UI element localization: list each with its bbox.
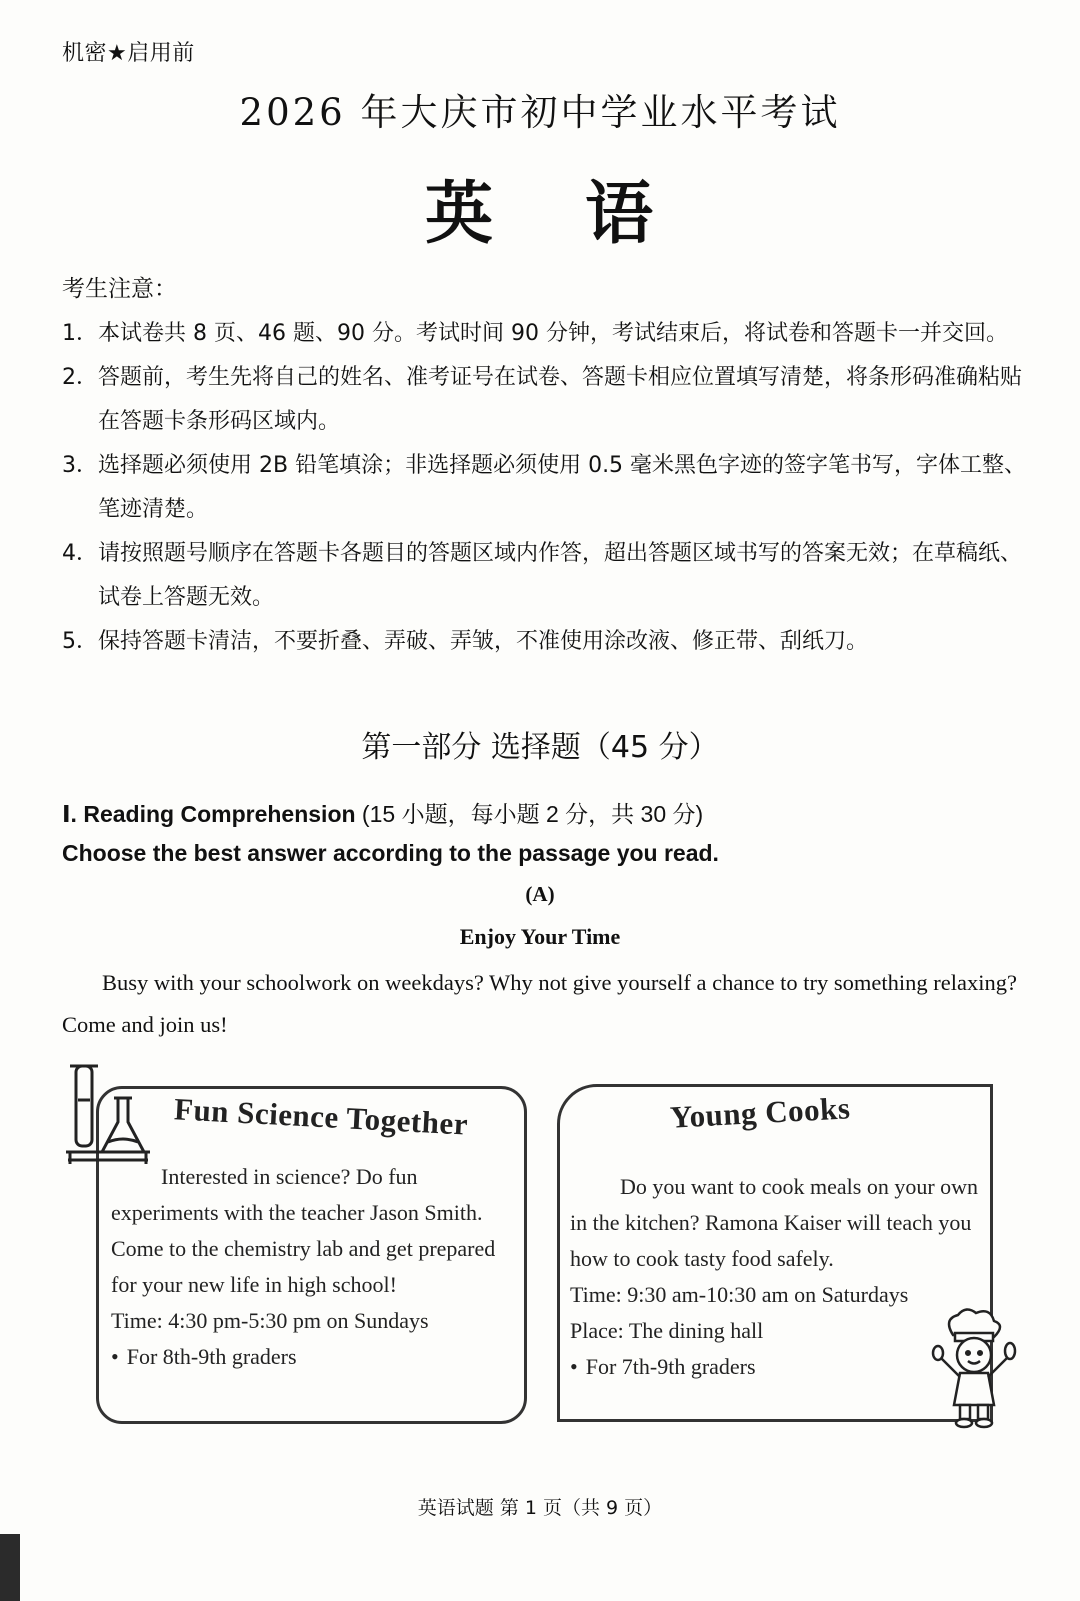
notice-item: 2． 答题前，考生先将自己的姓名、准考证号在试卷、答题卡相应位置填写清楚，将条形码准确粘贴在答题卡条形码区域内。	[62, 365, 1023, 434]
cooking-club-audience: • For 7th-9th graders	[570, 1349, 980, 1385]
section-heading	[62, 796, 703, 829]
notice-heading: 考生注意：	[62, 276, 177, 302]
science-club-time: Time: 4:30 pm-5:30 pm on Sundays	[111, 1308, 429, 1333]
cooking-club-description: Do you want to cook meals on your own in the kitchen? Ramona Kaiser will teach you how to cook tasty food safely.	[570, 1174, 979, 1271]
page-corner-shadow	[0, 1534, 20, 1601]
notice-item: 1． 本试卷共 8 页、46 题、90 分。考试时间 90 分钟，考试结束后，将试卷和答题卡一并交回。	[62, 321, 1008, 346]
passage-label: (A)	[525, 882, 555, 906]
confidential-mark: 机密★启用前	[62, 41, 195, 66]
science-club-box	[96, 1086, 527, 1424]
passage-intro: Busy with your schoolwork on weekdays? Why not give yourself a chance to try something relaxing? Come and join us!	[62, 970, 1017, 1037]
notice-text: 答题前，考生先将自己的姓名、准考证号在试卷、答题卡相应位置填写清楚，将条形码准确粘贴在答题卡条形码区域内。	[98, 365, 1023, 434]
cooking-club-time: Time: 9:30 am-10:30 am on Saturdays	[570, 1282, 909, 1307]
subject-title	[0, 160, 1080, 257]
notice-text: 选择题必须使用 2B 铅笔填涂；非选择题必须使用 0.5 毫米黑色字迹的签字笔书写，字体工整、笔迹清楚。	[98, 453, 1027, 522]
notice-item: 5． 保持答题卡清洁，不要折叠、弄破、弄皱，不准使用涂改液、修正带、刮纸刀。	[62, 629, 869, 654]
part-title: 第一部分 选择题（45 分）	[361, 730, 719, 765]
science-club-body	[111, 1159, 511, 1375]
cooking-club-place: Place: The dining hall	[570, 1318, 764, 1343]
science-club-title: Fun Science Together	[173, 1091, 469, 1142]
section-instruction: Choose the best answer according to the passage you read.	[62, 840, 719, 866]
section-number: Ⅰ.	[62, 801, 84, 827]
page-footer: 英语试题 第 1 页（共 9 页）	[417, 1497, 663, 1519]
notice-list	[62, 312, 1037, 664]
notice-text: 请按照题号顺序在答题卡各题目的答题区域内作答，超出答题区域书写的答案无效；在草稿纸、试卷上答题无效。	[98, 541, 1023, 610]
science-club-description: Interested in science? Do fun experiments with the teacher Jason Smith. Come to the chemistry lab and get prepared for your new life in high school!	[111, 1164, 496, 1297]
notice-item: 4． 请按照题号顺序在答题卡各题目的答题区域内作答，超出答题区域书写的答案无效；在草稿纸、试卷上答题无效。	[62, 541, 1023, 610]
section-name: Reading Comprehension	[83, 801, 356, 827]
chef-icon	[928, 1305, 1018, 1430]
cooking-club-body	[570, 1169, 980, 1385]
notice-text: 保持答题卡清洁，不要折叠、弄破、弄皱，不准使用涂改液、修正带、刮纸刀。	[98, 629, 869, 654]
subject-char-2: 语	[585, 175, 656, 254]
exam-title: 2026 年大庆市初中学业水平考试	[239, 91, 841, 134]
cooking-club-title: Young Cooks	[669, 1090, 852, 1135]
chemistry-flask-icon	[58, 1060, 158, 1170]
notice-text: 本试卷共 8 页、46 题、90 分。考试时间 90 分钟，考试结束后，将试卷和答题卡一并交回。	[98, 321, 1008, 346]
passage-title: Enjoy Your Time	[459, 924, 621, 949]
subject-char-1: 英	[424, 175, 495, 254]
section-score: (15 小题，每小题 2 分，共 30 分)	[355, 801, 704, 827]
science-club-audience: • For 8th-9th graders	[111, 1339, 511, 1375]
notice-item: 3． 选择题必须使用 2B 铅笔填涂；非选择题必须使用 0.5 毫米黑色字迹的签字笔书写，字体工整、笔迹清楚。	[62, 453, 1027, 522]
